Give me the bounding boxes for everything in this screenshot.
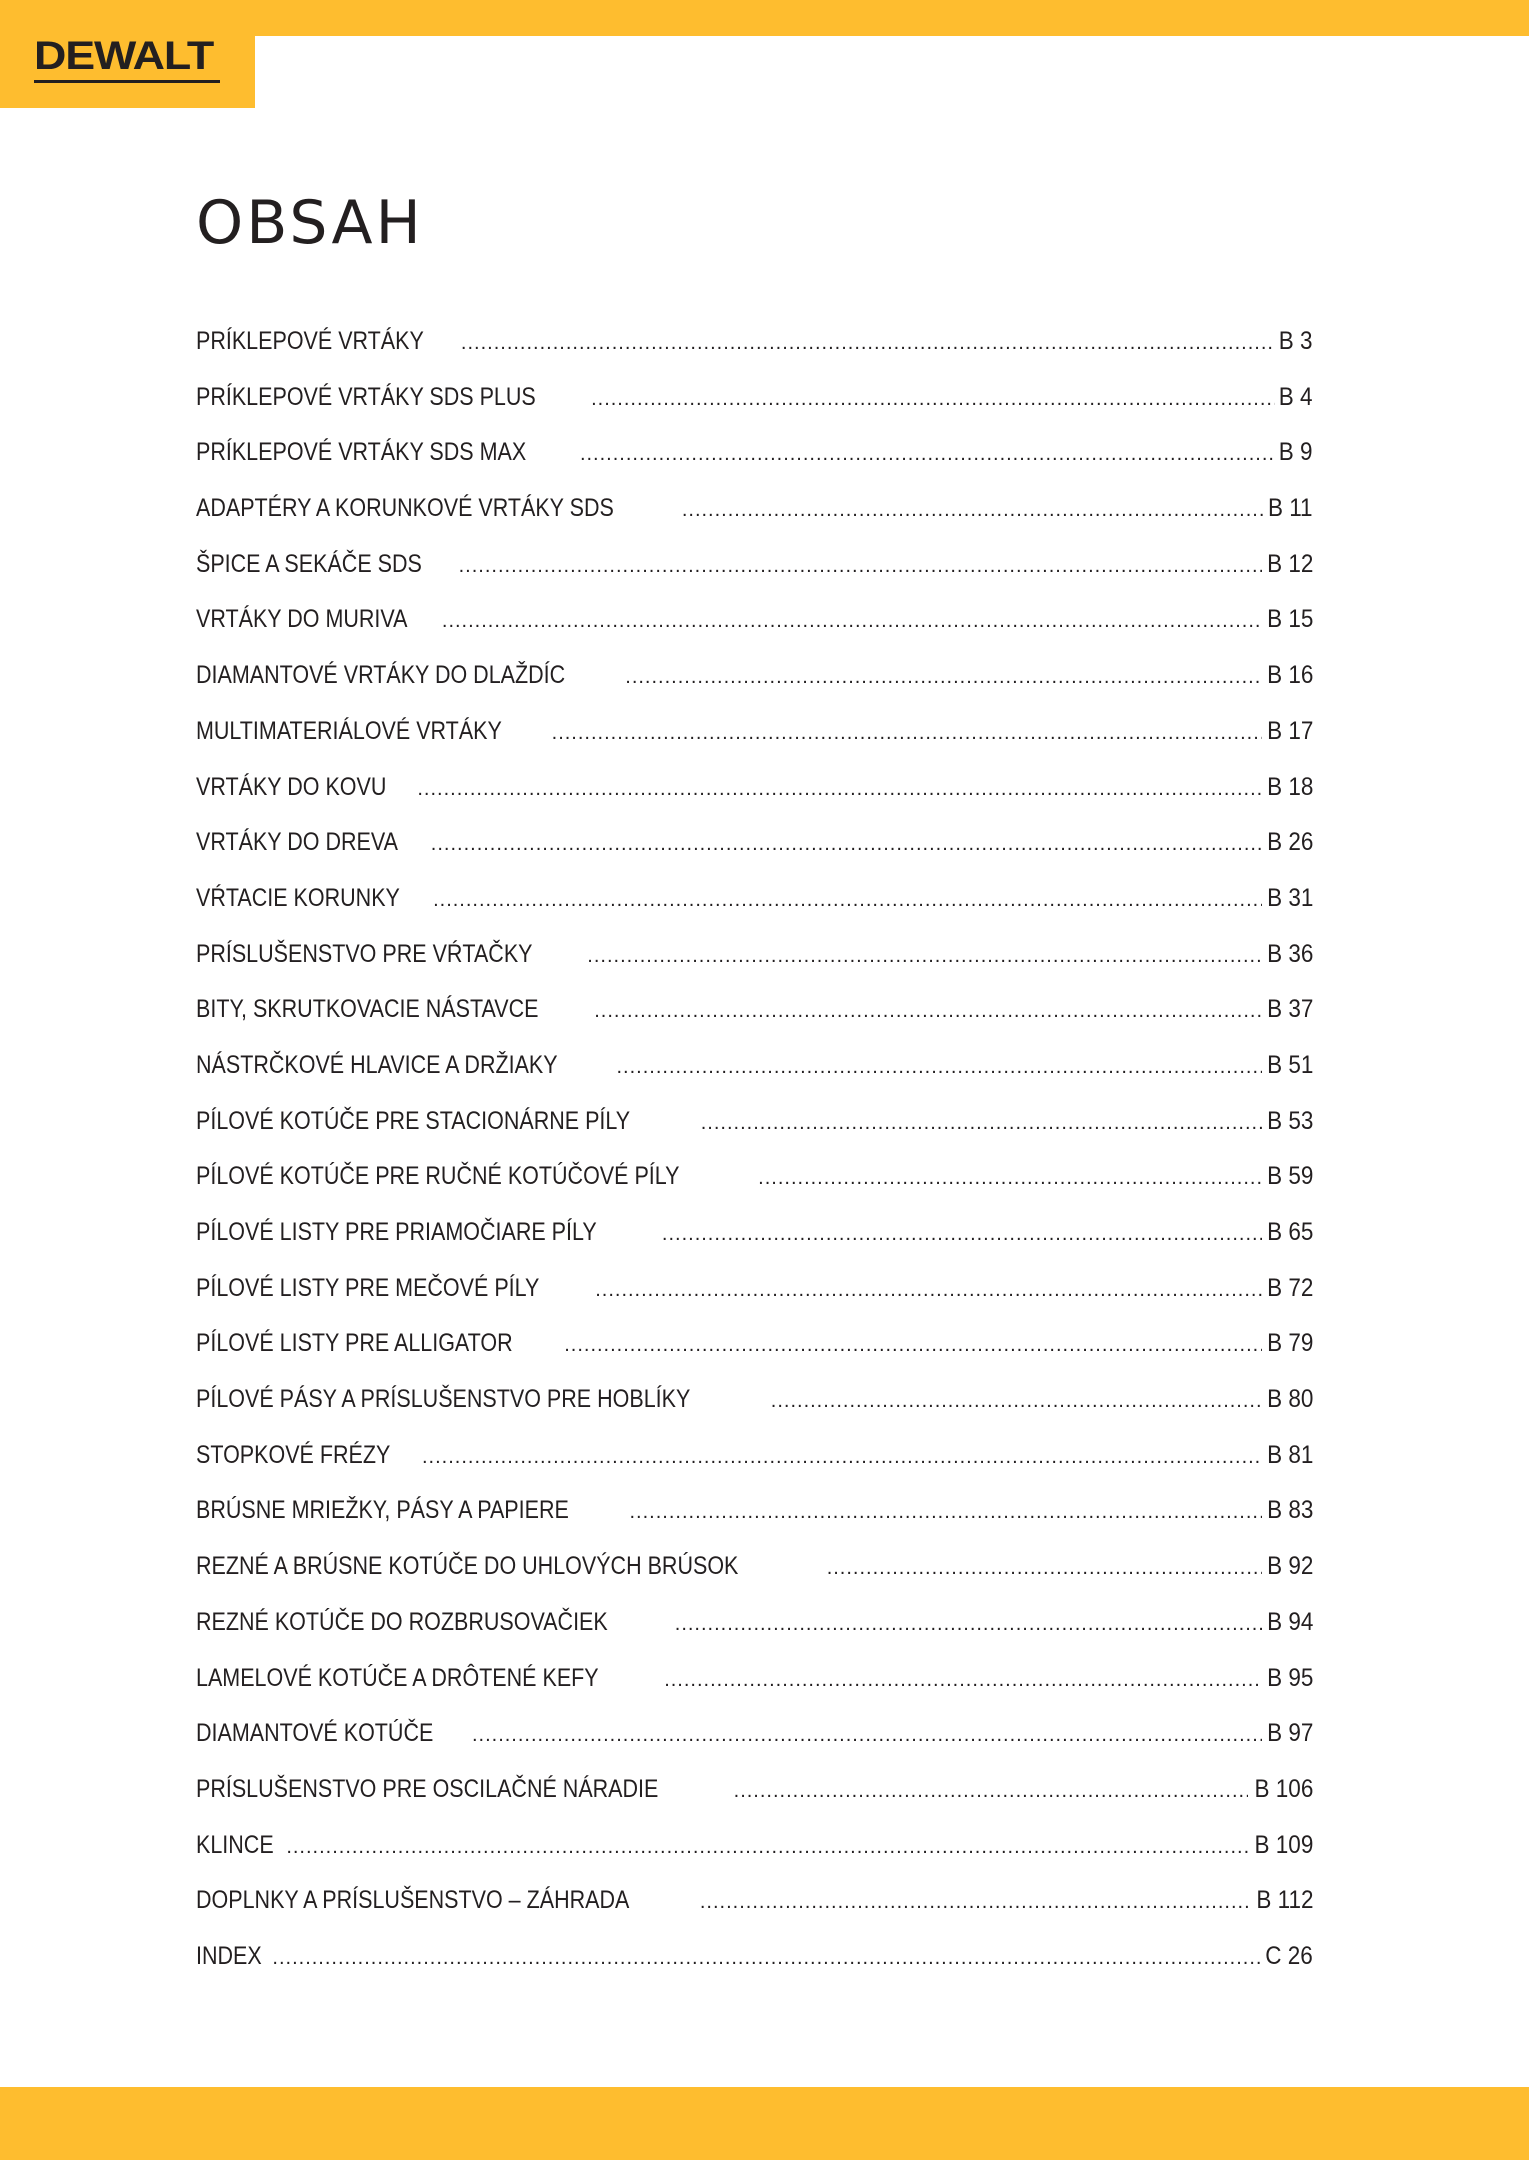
toc-entry-page: B 79 xyxy=(1266,1329,1313,1358)
toc-entry-page: B 36 xyxy=(1266,939,1313,968)
toc-entry-label: DIAMANTOVÉ VRTÁKY DO DLAŽDÍC xyxy=(196,661,566,690)
toc-entry-label: DOPLNKY A PRÍSLUŠENSTVO – ZÁHRADA xyxy=(196,1886,630,1915)
toc-entry[interactable] xyxy=(196,605,1313,661)
toc-entry[interactable] xyxy=(196,1051,1313,1107)
dewalt-logo xyxy=(34,36,224,86)
toc-entry-page: B 37 xyxy=(1266,995,1313,1024)
toc-entry[interactable] xyxy=(196,1274,1313,1330)
toc-entry-label: VRTÁKY DO KOVU xyxy=(196,772,387,801)
toc-dot-leader xyxy=(700,1891,1250,1914)
toc-dot-leader xyxy=(664,1669,1261,1692)
logo-wordmark: DEWALT xyxy=(34,34,214,78)
toc-entry-page: B 4 xyxy=(1279,382,1313,411)
toc-dot-leader xyxy=(417,778,1261,801)
toc-entry[interactable] xyxy=(196,995,1313,1051)
toc-dot-leader xyxy=(422,1446,1262,1469)
toc-entry[interactable] xyxy=(196,383,1313,439)
toc-dot-leader xyxy=(433,889,1261,912)
toc-entry-page: B 31 xyxy=(1266,883,1313,912)
toc-entry-label: NÁSTRČKOVÉ HLAVICE A DRŽIAKY xyxy=(196,1050,558,1079)
toc-entry[interactable] xyxy=(196,1385,1313,1441)
toc-dot-leader xyxy=(594,1000,1261,1023)
toc-entry[interactable] xyxy=(196,1552,1313,1608)
toc-dot-leader xyxy=(682,499,1264,522)
toc-dot-leader xyxy=(701,1112,1262,1135)
page-title: OBSAH xyxy=(196,188,424,258)
table-of-contents xyxy=(196,327,1313,1998)
toc-entry-page: B 3 xyxy=(1279,327,1313,355)
toc-entry-page: B 53 xyxy=(1266,1106,1313,1135)
toc-entry[interactable] xyxy=(196,1496,1313,1552)
toc-entry-page: B 17 xyxy=(1266,716,1313,745)
toc-entry[interactable] xyxy=(196,1719,1313,1775)
toc-entry[interactable] xyxy=(196,438,1313,494)
toc-dot-leader xyxy=(616,1056,1261,1079)
toc-entry[interactable] xyxy=(196,773,1313,829)
toc-entry-page: B 59 xyxy=(1266,1162,1313,1191)
toc-dot-leader xyxy=(272,1947,1260,1970)
toc-dot-leader xyxy=(564,1334,1261,1357)
toc-entry-label: BITY, SKRUTKOVACIE NÁSTAVCE xyxy=(196,995,539,1024)
toc-entry-page: B 11 xyxy=(1268,494,1313,523)
toc-entry-label: REZNÉ KOTÚČE DO ROZBRUSOVAČIEK xyxy=(196,1607,608,1636)
toc-entry-page: B 109 xyxy=(1254,1830,1313,1859)
toc-entry-page: B 112 xyxy=(1255,1886,1313,1915)
toc-entry[interactable] xyxy=(196,1162,1313,1218)
toc-entry-page: B 15 xyxy=(1266,605,1313,634)
toc-entry-label: KLINCE xyxy=(196,1830,274,1859)
toc-dot-leader xyxy=(431,833,1262,856)
toc-entry-page: B 72 xyxy=(1266,1273,1313,1302)
toc-entry-label: VRTÁKY DO MURIVA xyxy=(196,605,408,634)
toc-entry[interactable] xyxy=(196,717,1313,773)
toc-entry[interactable] xyxy=(196,494,1313,550)
toc-dot-leader xyxy=(552,722,1262,745)
toc-entry-label: PÍLOVÉ KOTÚČE PRE RUČNÉ KOTÚČOVÉ PÍLY xyxy=(196,1162,680,1191)
toc-dot-leader xyxy=(734,1780,1248,1803)
toc-entry-label: VRTÁKY DO DREVA xyxy=(196,828,398,857)
toc-entry-label: REZNÉ A BRÚSNE KOTÚČE DO UHLOVÝCH BRÚSOK xyxy=(196,1552,739,1581)
brand-logo-box xyxy=(0,0,255,108)
toc-entry[interactable] xyxy=(196,884,1313,940)
toc-dot-leader xyxy=(630,1501,1262,1524)
toc-entry-page: B 95 xyxy=(1266,1663,1313,1692)
toc-entry-label: PÍLOVÉ PÁSY A PRÍSLUŠENSTVO PRE HOBLÍKY xyxy=(196,1385,691,1414)
toc-entry[interactable] xyxy=(196,550,1313,606)
toc-entry-page: B 83 xyxy=(1266,1496,1313,1525)
toc-entry[interactable] xyxy=(196,327,1313,383)
toc-entry-label: PRÍKLEPOVÉ VRTÁKY SDS PLUS xyxy=(196,382,536,411)
toc-entry-page: B 81 xyxy=(1266,1440,1313,1469)
toc-dot-leader xyxy=(625,666,1261,689)
toc-entry-page: B 16 xyxy=(1266,661,1313,690)
toc-entry[interactable] xyxy=(196,1107,1313,1163)
toc-entry-label: DIAMANTOVÉ KOTÚČE xyxy=(196,1719,434,1748)
toc-entry[interactable] xyxy=(196,1329,1313,1385)
toc-entry-page: B 106 xyxy=(1254,1774,1313,1803)
toc-entry-label: STOPKOVÉ FRÉZY xyxy=(196,1440,391,1469)
bottom-accent-bar xyxy=(0,2087,1529,2160)
toc-entry[interactable] xyxy=(196,1886,1313,1942)
toc-entry-label: PRÍSLUŠENSTVO PRE OSCILAČNÉ NÁRADIE xyxy=(196,1774,659,1803)
toc-dot-leader xyxy=(591,388,1275,411)
toc-dot-leader xyxy=(595,1279,1261,1302)
toc-entry-page: B 92 xyxy=(1266,1552,1313,1581)
toc-entry[interactable] xyxy=(196,1775,1313,1831)
toc-dot-leader xyxy=(758,1167,1261,1190)
toc-entry-label: PÍLOVÉ LISTY PRE ALLIGATOR xyxy=(196,1329,513,1358)
toc-entry[interactable] xyxy=(196,1664,1313,1720)
toc-entry-page: B 80 xyxy=(1266,1385,1313,1414)
toc-entry[interactable] xyxy=(196,1942,1313,1998)
toc-entry-page: C 26 xyxy=(1265,1941,1313,1970)
toc-entry[interactable] xyxy=(196,1608,1313,1664)
toc-entry-label: BRÚSNE MRIEŽKY, PÁSY A PAPIERE xyxy=(196,1496,569,1525)
toc-entry-page: B 97 xyxy=(1266,1719,1313,1748)
toc-entry[interactable] xyxy=(196,940,1313,996)
toc-entry-page: B 65 xyxy=(1266,1218,1313,1246)
toc-entry-label: PRÍKLEPOVÉ VRTÁKY xyxy=(196,327,424,355)
toc-entry-label: MULTIMATERIÁLOVÉ VRTÁKY xyxy=(196,716,502,745)
toc-dot-leader xyxy=(587,945,1261,968)
toc-entry[interactable] xyxy=(196,1441,1313,1497)
toc-entry[interactable] xyxy=(196,661,1313,717)
toc-entry-label: LAMELOVÉ KOTÚČE A DRÔTENÉ KEFY xyxy=(196,1663,599,1692)
toc-dot-leader xyxy=(472,1724,1262,1747)
toc-dot-leader xyxy=(286,1836,1247,1859)
toc-dot-leader xyxy=(461,332,1276,355)
toc-entry-label: PRÍSLUŠENSTVO PRE VŔTAČKY xyxy=(196,939,533,968)
toc-dot-leader xyxy=(580,443,1276,466)
toc-entry-page: B 12 xyxy=(1266,549,1313,578)
toc-dot-leader xyxy=(662,1223,1262,1246)
toc-entry-page: B 94 xyxy=(1266,1607,1313,1636)
toc-entry-label: INDEX xyxy=(196,1941,262,1970)
logo-underline xyxy=(34,80,220,83)
toc-dot-leader xyxy=(459,555,1262,578)
toc-entry-label: ŠPICE A SEKÁČE SDS xyxy=(196,549,422,578)
toc-entry-label: VŔTACIE KORUNKY xyxy=(196,883,400,912)
toc-entry[interactable] xyxy=(196,1218,1313,1274)
toc-entry-label: PÍLOVÉ LISTY PRE MEČOVÉ PÍLY xyxy=(196,1273,540,1302)
toc-entry-label: PÍLOVÉ KOTÚČE PRE STACIONÁRNE PÍLY xyxy=(196,1106,631,1135)
toc-entry-page: B 9 xyxy=(1279,438,1313,467)
toc-entry[interactable] xyxy=(196,828,1313,884)
toc-entry-page: B 51 xyxy=(1266,1050,1313,1079)
toc-dot-leader xyxy=(442,610,1262,633)
toc-dot-leader xyxy=(675,1613,1262,1636)
toc-dot-leader xyxy=(771,1390,1262,1413)
toc-entry-page: B 18 xyxy=(1266,772,1313,801)
toc-entry-label: ADAPTÉRY A KORUNKOVÉ VRTÁKY SDS xyxy=(196,494,614,523)
toc-entry-label: PRÍKLEPOVÉ VRTÁKY SDS MAX xyxy=(196,438,527,467)
toc-entry-page: B 26 xyxy=(1266,828,1313,857)
toc-dot-leader xyxy=(827,1557,1262,1580)
toc-entry-label: PÍLOVÉ LISTY PRE PRIAMOČIARE PÍLY xyxy=(196,1218,597,1246)
toc-entry[interactable] xyxy=(196,1831,1313,1887)
